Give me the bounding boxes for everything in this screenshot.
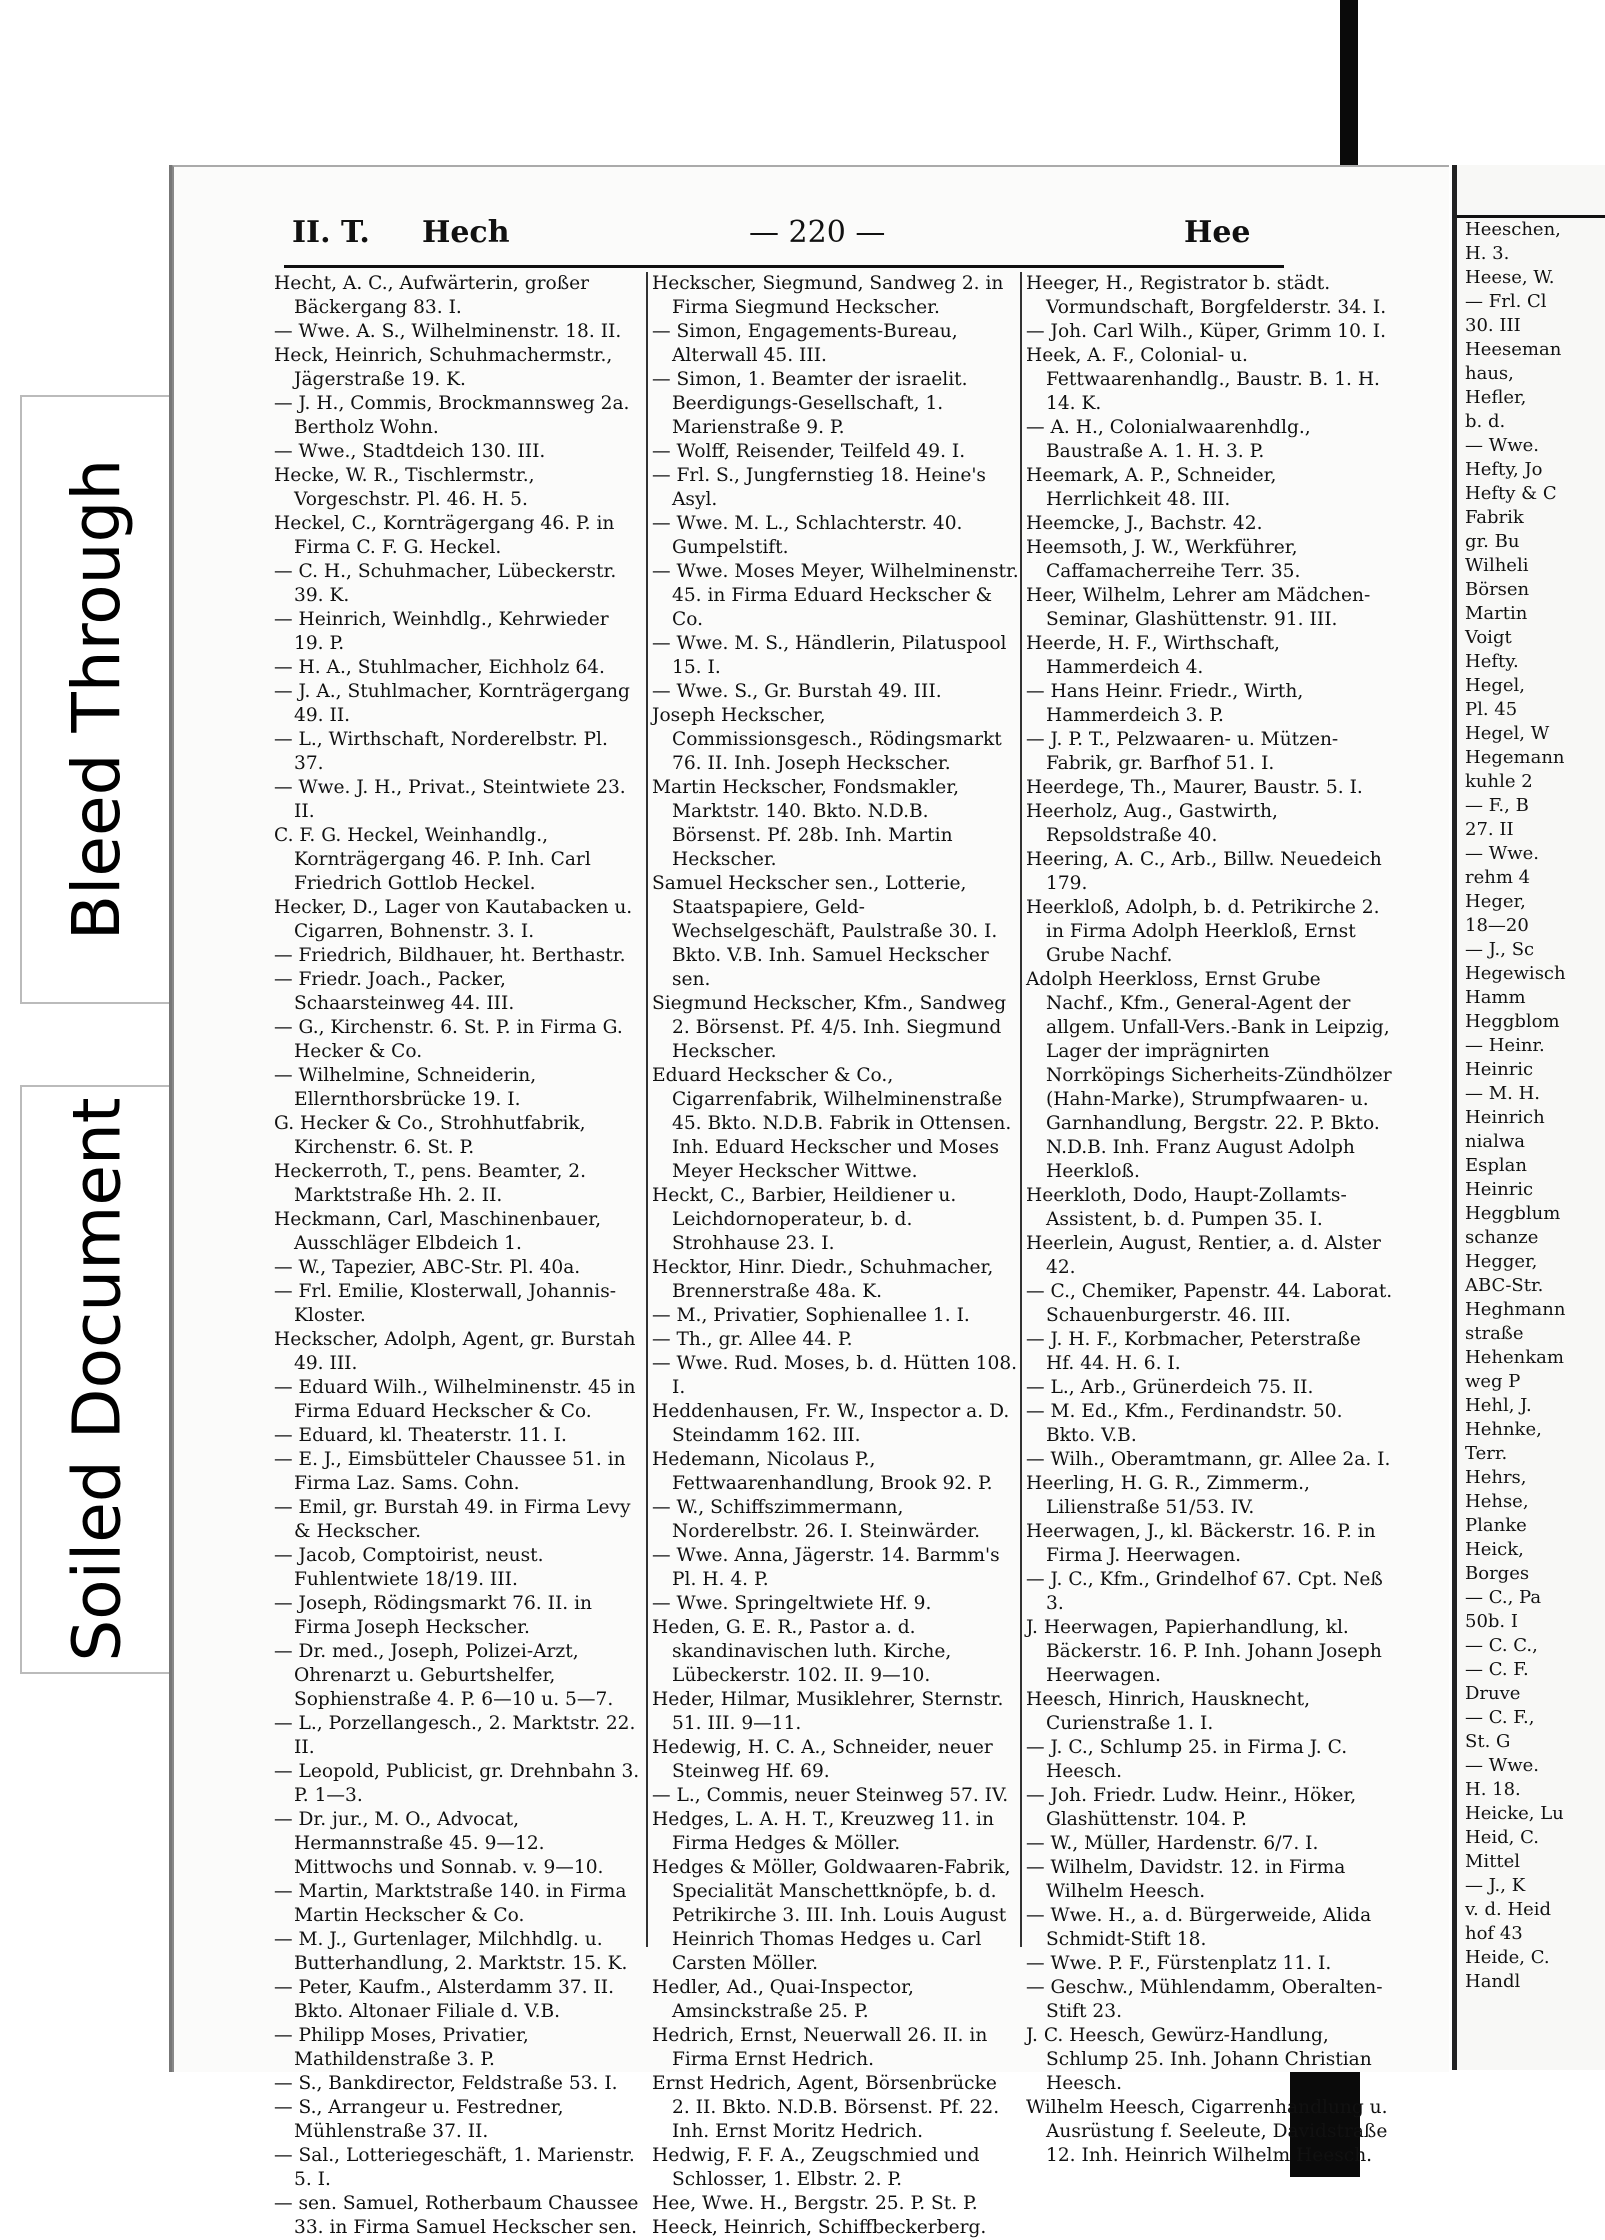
fragment-line: H. 3.: [1465, 243, 1510, 264]
directory-entry: Heek, A. F., Colonial- u. Fettwaarenhandlg., Baustr. B. 1. H. 14. K.: [1026, 345, 1380, 414]
fragment-line: — Frl. Cl: [1465, 291, 1547, 312]
page-header: [174, 215, 1449, 265]
directory-entry: Eduard Heckscher & Co., Cigarrenfabrik, Wilhelminenstraße 45. Bkto. N.D.B. Fabrik in Ottensen. Inh. Eduard Heckscher und Moses Meyer Heckscher Wittwe.: [652, 1065, 1012, 1182]
directory-entry: — Wilh., Oberamtmann, gr. Allee 2a. I.: [1026, 1449, 1391, 1470]
fragment-line: straße: [1465, 1323, 1524, 1344]
directory-entry: — Simon, 1. Beamter der israelit. Beerdigungs-Gesellschaft, 1. Marienstraße 9. P.: [652, 369, 968, 438]
directory-entry: — Wolff, Reisender, Teilfeld 49. I.: [652, 441, 966, 462]
directory-entry: Martin Heckscher, Fondsmakler, Marktstr. 140. Bkto. N.D.B. Börsenst. Pf. 28b. Inh. Martin Heckscher.: [652, 777, 960, 870]
fragment-line: Heide, C.: [1465, 1947, 1550, 1968]
directory-entry: Adolph Heerkloss, Ernst Grube Nachf., Kfm., General-Agent der allgem. Unfall-Vers.-Bank in Leipzig, Lager der imprägnirten Norrköpings Sicherheits-Zündhölzer (Hahn-Marke), Strumpfwaaren- u. Garnhandlung, Bergstr. 22. P. Bkto. N.D.B. Inh. Franz August Adolph Heerkloß.: [1026, 969, 1392, 1182]
fragment-line: nialwa: [1465, 1131, 1525, 1152]
directory-entry: — Joseph, Rödingsmarkt 76. II. in Firma Joseph Heckscher.: [274, 1593, 593, 1638]
directory-entry: — Wwe. M. L., Schlachterstr. 40. Gumpelstift.: [652, 513, 963, 558]
fragment-line: Esplan: [1465, 1155, 1527, 1176]
directory-entry: Heemcke, J., Bachstr. 42.: [1026, 513, 1263, 534]
right-catchword: Hee: [1184, 215, 1251, 250]
directory-entry: Heerkloth, Dodo, Haupt-Zollamts-Assistent, b. d. Pumpen 35. I.: [1026, 1185, 1347, 1230]
directory-entry: — Jacob, Comptoirist, neust. Fuhlentwiete 18/19. III.: [274, 1545, 544, 1590]
directory-entry: — Leopold, Publicist, gr. Drehnbahn 3. P. 1—3.: [274, 1761, 640, 1806]
directory-entry: Hee, Wwe. H., Bergstr. 25. P. St. P.: [652, 2193, 978, 2214]
fragment-line: Hehrs,: [1465, 1467, 1527, 1488]
directory-entry: C. F. G. Heckel, Weinhandlg., Kornträgergang 46. P. Inh. Carl Friedrich Gottlob Heckel.: [274, 825, 591, 894]
fragment-line: H. 18.: [1465, 1779, 1521, 1800]
directory-entry: Heerwagen, J., kl. Bäckerstr. 16. P. in Firma J. Heerwagen.: [1026, 1521, 1376, 1566]
directory-entry: — sen. Samuel, Rotherbaum Chaussee 33. in Firma Samuel Heckscher sen.: [274, 2193, 639, 2238]
fragment-line: 18—20: [1465, 915, 1529, 936]
fragment-line: Heggblum: [1465, 1203, 1561, 1224]
fragment-line: Hegel,: [1465, 675, 1526, 696]
fragment-line: Hehse,: [1465, 1491, 1529, 1512]
directory-entry: — M. J., Gurtenlager, Milchhdlg. u. Butterhandlung, 2. Marktstr. 15. K.: [274, 1929, 628, 1974]
fragment-line: Planke: [1465, 1515, 1527, 1536]
fragment-line: Pl. 45: [1465, 699, 1518, 720]
soiled-document-text: Soiled Document: [58, 1097, 136, 1662]
fragment-line: — Heinr.: [1465, 1035, 1545, 1056]
fragment-line: Hehenkam: [1465, 1347, 1564, 1368]
fragment-line: Heinric: [1465, 1179, 1534, 1200]
fragment-line: v. d. Heid: [1465, 1899, 1552, 1920]
directory-entry: Heerde, H. F., Wirthschaft, Hammerdeich 4.: [1026, 633, 1280, 678]
fragment-line: Hefler,: [1465, 387, 1527, 408]
directory-entry: Heckerroth, T., pens. Beamter, 2. Marktstraße Hh. 2. II.: [274, 1161, 587, 1206]
directory-entry: Heerlein, August, Rentier, a. d. Alster 42.: [1026, 1233, 1381, 1278]
directory-entry: — S., Bankdirector, Feldstraße 53. I.: [274, 2073, 618, 2094]
directory-entry: Heckt, C., Barbier, Heildiener u. Leichdornoperateur, b. d. Strohhause 23. I.: [652, 1185, 957, 1254]
fragment-line: Wilheli: [1465, 555, 1529, 576]
fragment-line: Fabrik: [1465, 507, 1524, 528]
directory-entry: Hedges & Möller, Goldwaaren-Fabrik, Specialität Manschettknöpfe, b. d. Petrikirche 3. III. Inh. Louis August Heinrich Thomas Hedges u. Carl Carsten Möller.: [652, 1857, 1011, 1974]
directory-entry: — Philipp Moses, Privatier, Mathildenstraße 3. P.: [274, 2025, 529, 2070]
fragment-line: Heinrich: [1465, 1107, 1545, 1128]
directory-entry: Heer, Wilhelm, Lehrer am Mädchen-Seminar, Glashüttenstr. 91. III.: [1026, 585, 1371, 630]
fragment-line: — Wwe.: [1465, 1755, 1540, 1776]
directory-entry: — J. A., Stuhlmacher, Kornträgergang 49. II.: [274, 681, 630, 726]
directory-entry: — M., Privatier, Sophienallee 1. I.: [652, 1305, 970, 1326]
column-3: [1026, 272, 1394, 2166]
next-page-entries: [1457, 218, 1605, 1994]
directory-entry: Heckel, C., Kornträgergang 46. P. in Firma C. F. G. Heckel.: [274, 513, 615, 558]
directory-entry: Heemark, A. P., Schneider, Herrlichkeit 48. III.: [1026, 465, 1277, 510]
directory-entry: — Friedrich, Bildhauer, ht. Berthastr.: [274, 945, 626, 966]
directory-entry: — Heinrich, Weinhdlg., Kehrwieder 19. P.: [274, 609, 609, 654]
directory-entry: — L., Porzellangesch., 2. Marktstr. 22. II.: [274, 1713, 636, 1758]
fragment-line: Heeschen,: [1465, 219, 1561, 240]
directory-entry: — Hans Heinr. Friedr., Wirth, Hammerdeich 3. P.: [1026, 681, 1304, 726]
fragment-line: — C. F.,: [1465, 1707, 1535, 1728]
directory-entry: — Wwe. Moses Meyer, Wilhelminenstr. 45. in Firma Eduard Heckscher & Co.: [652, 561, 1019, 630]
directory-entry: — Wwe. M. S., Händlerin, Pilatuspool 15. I.: [652, 633, 1007, 678]
column-divider: [1020, 272, 1022, 1947]
fragment-line: Hamm: [1465, 987, 1526, 1008]
volume-label: II. T.: [292, 215, 370, 250]
directory-entry: — Dr. med., Joseph, Polizei-Arzt, Ohrenarzt u. Geburtshelfer, Sophienstraße 4. P. 6—10 u. 5—7.: [274, 1641, 614, 1710]
directory-entry: Hecker, D., Lager von Kautabacken u. Cigarren, Bohnenstr. 3. I.: [274, 897, 633, 942]
directory-entry: — Geschw., Mühlendamm, Oberalten-Stift 23.: [1026, 1977, 1383, 2022]
directory-entry: — A. H., Colonialwaarenhdlg., Baustraße A. 1. H. 3. P.: [1026, 417, 1311, 462]
bleed-through-text: Bleed Through: [58, 458, 136, 941]
directory-entry: J. Heerwagen, Papierhandlung, kl. Bäckerstr. 16. P. Inh. Johann Joseph Heerwagen.: [1026, 1617, 1382, 1686]
scan-edge-mark: [1340, 0, 1358, 165]
fragment-line: Heghmann: [1465, 1299, 1566, 1320]
column-1: [274, 272, 642, 2238]
directory-entry: — Wwe. Springeltwiete Hf. 9.: [652, 1593, 932, 1614]
directory-entry: — Emil, gr. Burstah 49. in Firma Levy & Heckscher.: [274, 1497, 631, 1542]
directory-entry: — Wilhelm, Davidstr. 12. in Firma Wilhelm Heesch.: [1026, 1857, 1346, 1902]
fragment-line: — Wwe.: [1465, 435, 1540, 456]
fragment-line: Heinric: [1465, 1059, 1534, 1080]
fragment-line: ABC-Str.: [1465, 1275, 1544, 1296]
directory-entry: — E. J., Eimsbütteler Chaussee 51. in Firma Laz. Sams. Cohn.: [274, 1449, 626, 1494]
fragment-line: Heggblom: [1465, 1011, 1560, 1032]
directory-entry: Heerkloß, Adolph, b. d. Petrikirche 2. in Firma Adolph Heerkloß, Ernst Grube Nachf.: [1026, 897, 1380, 966]
fragment-line: Hefty.: [1465, 651, 1519, 672]
directory-entry: — Th., gr. Allee 44. P.: [652, 1329, 853, 1350]
directory-entry: — M. Ed., Kfm., Ferdinandstr. 50. Bkto. V.B.: [1026, 1401, 1343, 1446]
directory-entry: — Wwe. Rud. Moses, b. d. Hütten 108. I.: [652, 1353, 1018, 1398]
left-catchword: Hech: [422, 215, 510, 250]
directory-entry: — Frl. S., Jungfernstieg 18. Heine's Asyl.: [652, 465, 986, 510]
fragment-line: schanze: [1465, 1227, 1539, 1248]
fragment-line: Heick,: [1465, 1539, 1524, 1560]
directory-entry: Heering, A. C., Arb., Billw. Neuedeich 179.: [1026, 849, 1382, 894]
directory-entry: — J. C., Schlump 25. in Firma J. C. Heesch.: [1026, 1737, 1348, 1782]
directory-entry: Heddenhausen, Fr. W., Inspector a. D. Steindamm 162. III.: [652, 1401, 1010, 1446]
directory-entry: — C., Chemiker, Papenstr. 44. Laborat. Schauenburgerstr. 46. III.: [1026, 1281, 1393, 1326]
fragment-line: — C. C.,: [1465, 1635, 1538, 1656]
directory-entry: — Joh. Friedr. Ludw. Heinr., Höker, Glashüttenstr. 104. P.: [1026, 1785, 1357, 1830]
directory-entry: Heerdege, Th., Maurer, Baustr. 5. I.: [1026, 777, 1363, 798]
fragment-line: Martin: [1465, 603, 1528, 624]
directory-entry: — Wilhelmine, Schneiderin, Ellernthorsbrücke 19. I.: [274, 1065, 537, 1110]
directory-entry: — W., Tapezier, ABC-Str. Pl. 40a.: [274, 1257, 581, 1278]
directory-entry: Hedler, Ad., Quai-Inspector, Amsinckstraße 25. P.: [652, 1977, 914, 2022]
fragment-line: kuhle 2: [1465, 771, 1533, 792]
fragment-line: Hegewisch: [1465, 963, 1566, 984]
directory-entry: Heckscher, Adolph, Agent, gr. Burstah 49. III.: [274, 1329, 636, 1374]
directory-entry: Hedrich, Ernst, Neuerwall 26. II. in Firma Ernst Hedrich.: [652, 2025, 988, 2070]
directory-entry: Hecktor, Hinr. Diedr., Schuhmacher, Brennerstraße 48a. K.: [652, 1257, 994, 1302]
directory-page: [172, 165, 1449, 2238]
directory-entry: Heckmann, Carl, Maschinenbauer, Ausschläger Elbdeich 1.: [274, 1209, 602, 1254]
fragment-line: Borges: [1465, 1563, 1530, 1584]
fragment-line: Börsen: [1465, 579, 1530, 600]
fragment-line: Voigt: [1465, 627, 1512, 648]
header-rule: [284, 265, 1284, 268]
fragment-line: Heid, C.: [1465, 1827, 1539, 1848]
directory-entry: — L., Wirthschaft, Norderelbstr. Pl. 37.: [274, 729, 608, 774]
directory-entry: — Wwe. Anna, Jägerstr. 14. Barmm's Pl. H. 4. P.: [652, 1545, 1000, 1590]
directory-entry: — Wwe. J. H., Privat., Steintwiete 23. II.: [274, 777, 626, 822]
fragment-line: weg P: [1465, 1371, 1521, 1392]
fragment-line: Druve: [1465, 1683, 1521, 1704]
fragment-line: Heicke, Lu: [1465, 1803, 1564, 1824]
directory-entry: — W., Schiffszimmermann, Norderelbstr. 26. I. Steinwärder.: [652, 1497, 981, 1542]
directory-entry: Heemsoth, J. W., Werkführer, Caffamacherreihe Terr. 35.: [1026, 537, 1301, 582]
directory-entry: — Wwe., Stadtdeich 130. III.: [274, 441, 546, 462]
directory-entry: Heck, Heinrich, Schuhmachermstr., Jägerstraße 19. K.: [274, 345, 613, 390]
directory-entry: — Martin, Marktstraße 140. in Firma Martin Heckscher & Co.: [274, 1881, 627, 1926]
directory-entry: Hecht, A. C., Aufwärterin, großer Bäckergang 83. I.: [274, 273, 590, 318]
fragment-line: Hehl, J.: [1465, 1395, 1532, 1416]
bleed-through-label: [20, 395, 174, 1004]
fragment-line: — J., K: [1465, 1875, 1526, 1896]
fragment-line: Hegemann: [1465, 747, 1565, 768]
fragment-line: — Wwe.: [1465, 843, 1540, 864]
fragment-line: hof 43: [1465, 1923, 1523, 1944]
fragment-line: Hefty & C: [1465, 483, 1557, 504]
directory-entry: — Dr. jur., M. O., Advocat, Hermannstraße 45. 9—12. Mittwochs und Sonnab. v. 9—10.: [274, 1809, 604, 1878]
directory-entry: — L., Arb., Grünerdeich 75. II.: [1026, 1377, 1314, 1398]
directory-entry: G. Hecker & Co., Strohhutfabrik, Kirchenstr. 6. St. P.: [274, 1113, 586, 1158]
directory-entry: — W., Müller, Hardenstr. 6/7. I.: [1026, 1833, 1319, 1854]
directory-entry: Heerholz, Aug., Gastwirth, Repsoldstraße 40.: [1026, 801, 1278, 846]
fragment-line: Handl: [1465, 1971, 1521, 1992]
fragment-line: rehm 4: [1465, 867, 1531, 888]
directory-entry: Hedewig, H. C. A., Schneider, neuer Steinweg Hf. 69.: [652, 1737, 993, 1782]
directory-entry: — Sal., Lotteriegeschäft, 1. Marienstr. 5. I.: [274, 2145, 635, 2190]
fragment-line: Hegel, W: [1465, 723, 1550, 744]
directory-entry: Heder, Hilmar, Musiklehrer, Sternstr. 51. III. 9—11.: [652, 1689, 1004, 1734]
fragment-line: Heger,: [1465, 891, 1526, 912]
fragment-line: 50b. I: [1465, 1611, 1518, 1632]
fragment-line: Hefty, Jo: [1465, 459, 1543, 480]
directory-entry: — J. H. F., Korbmacher, Peterstraße Hf. 44. H. 6. I.: [1026, 1329, 1361, 1374]
directory-entry: — Wwe. H., a. d. Bürgerweide, Alida Schmidt-Stift 18.: [1026, 1905, 1372, 1950]
fragment-line: b. d.: [1465, 411, 1506, 432]
directory-entry: — Wwe. S., Gr. Burstah 49. III.: [652, 681, 942, 702]
directory-entry: Hedemann, Nicolaus P., Fettwaarenhandlung, Brook 92. P.: [652, 1449, 993, 1494]
soiled-document-label: [20, 1085, 174, 1674]
directory-entry: — J. P. T., Pelzwaaren- u. Mützen-Fabrik, gr. Barfhof 51. I.: [1026, 729, 1339, 774]
fragment-line: — J., Sc: [1465, 939, 1535, 960]
directory-entry: J. C. Heesch, Gewürz-Handlung, Schlump 25. Inh. Johann Christian Heesch.: [1026, 2025, 1372, 2094]
directory-entry: — L., Commis, neuer Steinweg 57. IV.: [652, 1785, 1009, 1806]
scan-labels: [0, 0, 170, 2177]
directory-entry: — Eduard, kl. Theaterstr. 11. I.: [274, 1425, 567, 1446]
directory-entry: — Peter, Kaufm., Alsterdamm 37. II. Bkto. Altonaer Filiale d. V.B.: [274, 1977, 615, 2022]
fragment-line: — C. F.: [1465, 1659, 1529, 1680]
fragment-line: gr. Bu: [1465, 531, 1520, 552]
directory-entry: — Joh. Carl Wilh., Küper, Grimm 10. I.: [1026, 321, 1387, 342]
directory-entry: — Wwe. P. F., Fürstenplatz 11. I.: [1026, 1953, 1332, 1974]
column-2: [652, 272, 1020, 2238]
directory-entry: — J. C., Kfm., Grindelhof 67. Cpt. Neß 3.: [1026, 1569, 1383, 1614]
directory-entry: Heesch, Hinrich, Hausknecht, Curienstraße 1. I.: [1026, 1689, 1310, 1734]
directory-entry: Hedwig, F. F. A., Zeugschmied und Schlosser, 1. Elbstr. 2. P.: [652, 2145, 980, 2190]
fragment-line: Heeseman: [1465, 339, 1562, 360]
directory-entry: Hedges, L. A. H. T., Kreuzweg 11. in Firma Hedges & Möller.: [652, 1809, 994, 1854]
directory-entry: Samuel Heckscher sen., Lotterie, Staatspapiere, Geld-Wechselgeschäft, Paulstraße 30. I. Bkto. V.B. Inh. Samuel Heckscher sen.: [652, 873, 998, 990]
directory-entry: Siegmund Heckscher, Kfm., Sandweg 2. Börsenst. Pf. 4/5. Inh. Siegmund Heckscher.: [652, 993, 1007, 1062]
fragment-line: Hehnke,: [1465, 1419, 1542, 1440]
directory-entry: — G., Kirchenstr. 6. St. P. in Firma G. Hecker & Co.: [274, 1017, 623, 1062]
fragment-line: haus,: [1465, 363, 1514, 384]
directory-entry: — Wwe. A. S., Wilhelminenstr. 18. II.: [274, 321, 622, 342]
page-number: — 220 —: [749, 215, 886, 250]
directory-entry: Heerling, H. G. R., Zimmerm., Lilienstraße 51/53. IV.: [1026, 1473, 1310, 1518]
column-divider: [646, 272, 648, 1947]
directory-entry: Heden, G. E. R., Pastor a. d. skandinavischen luth. Kirche, Lübeckerstr. 102. II. 9—10.: [652, 1617, 952, 1686]
directory-entry: — Eduard Wilh., Wilhelminenstr. 45 in Firma Eduard Heckscher & Co.: [274, 1377, 636, 1422]
directory-entry: — C. H., Schuhmacher, Lübeckerstr. 39. K.: [274, 561, 617, 606]
fragment-line: Heese, W.: [1465, 267, 1555, 288]
directory-entry: — Frl. Emilie, Klosterwall, Johannis-Kloster.: [274, 1281, 617, 1326]
directory-entry: Heckscher, Siegmund, Sandweg 2. in Firma Siegmund Heckscher.: [652, 273, 1004, 318]
directory-entry: — J. H., Commis, Brockmannsweg 2a. Bertholz Wohn.: [274, 393, 630, 438]
next-page-fragment: [1452, 165, 1605, 2070]
directory-entry: Hecke, W. R., Tischlermstr., Vorgeschstr. Pl. 46. H. 5.: [274, 465, 535, 510]
directory-entry: Ernst Hedrich, Agent, Börsenbrücke 2. II. Bkto. N.D.B. Börsenst. Pf. 22. Inh. Ernst Moritz Hedrich.: [652, 2073, 1000, 2142]
directory-entry: Heeger, H., Registrator b. städt. Vormundschaft, Borgfelderstr. 34. I.: [1026, 273, 1387, 318]
directory-entry: — Simon, Engagements-Bureau, Alterwall 45. III.: [652, 321, 958, 366]
fragment-line: Mittel: [1465, 1851, 1521, 1872]
fragment-line: — C., Pa: [1465, 1587, 1542, 1608]
fragment-line: Terr.: [1465, 1443, 1508, 1464]
fragment-line: — M. H.: [1465, 1083, 1541, 1104]
fragment-line: — F., B: [1465, 795, 1529, 816]
fragment-line: St. G: [1465, 1731, 1511, 1752]
directory-entry: Joseph Heckscher, Commissionsgesch., Rödingsmarkt 76. II. Inh. Joseph Heckscher.: [652, 705, 1002, 774]
directory-entry: — S., Arrangeur u. Festredner, Mühlenstraße 37. II.: [274, 2097, 564, 2142]
fragment-line: 27. II: [1465, 819, 1514, 840]
fragment-line: 30. III: [1465, 315, 1521, 336]
directory-entry: Heeck, Heinrich, Schiffbeckerberg.: [652, 2217, 987, 2238]
fragment-line: Hegger,: [1465, 1251, 1538, 1272]
directory-entry: Wilhelm Heesch, Cigarrenhandlung u. Ausrüstung f. Seeleute, Davidstraße 12. Inh. Heinrich Wilhelm Heesch.: [1026, 2097, 1388, 2166]
directory-entry: — Friedr. Joach., Packer, Schaarsteinweg 44. III.: [274, 969, 515, 1014]
directory-entry: — H. A., Stuhlmacher, Eichholz 64.: [274, 657, 605, 678]
